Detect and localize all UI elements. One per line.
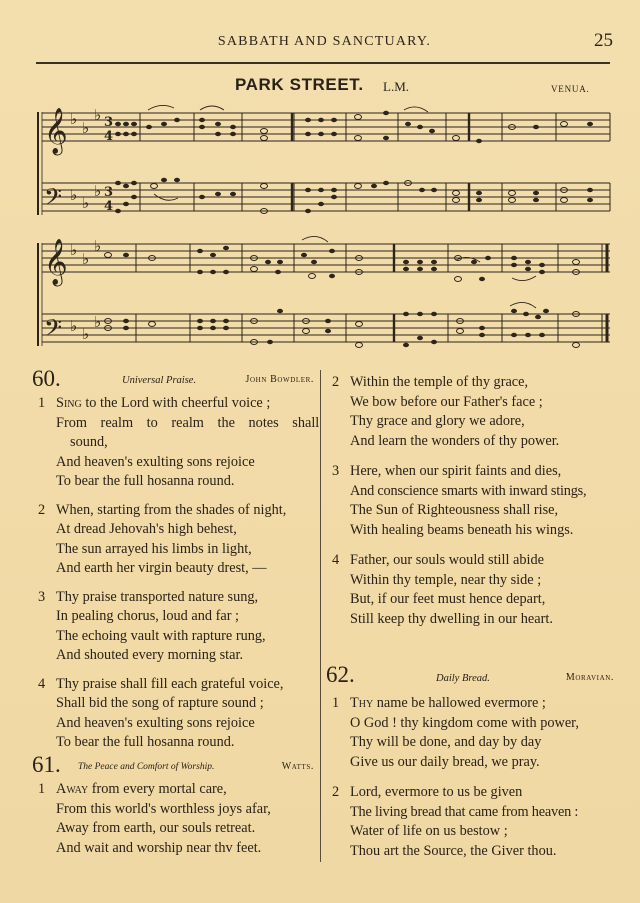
line-text: from every mortal care, xyxy=(91,781,227,797)
line-text: Thy praise transported nature sung, xyxy=(56,588,259,605)
first-word: Away xyxy=(56,781,89,797)
verse-line: O God ! thy kingdom come with power, xyxy=(350,714,579,731)
verse-line: Shall bid the song of rapture sound ; xyxy=(56,695,264,711)
stanza-1 xyxy=(326,694,616,772)
tune-meter: L.M. xyxy=(383,79,409,94)
stanza-number: 1 xyxy=(332,695,340,711)
svg-text:♭: ♭ xyxy=(82,194,90,212)
tune-title: PARK STREET. xyxy=(235,75,364,94)
svg-text:♭: ♭ xyxy=(94,182,102,200)
header-rule xyxy=(36,62,610,64)
verse-line: And heaven's exulting sons rejoice xyxy=(56,714,255,731)
hymn-61-continued xyxy=(326,373,616,638)
svg-text:♭: ♭ xyxy=(94,313,102,331)
svg-text:𝄞: 𝄞 xyxy=(44,108,68,154)
hymn-header xyxy=(32,366,314,394)
stanza-number: 4 xyxy=(332,552,340,568)
verse-line: Give us our daily bread, we pray. xyxy=(350,753,540,770)
music-system-1 xyxy=(36,100,614,222)
svg-text:𝄢: 𝄢 xyxy=(44,183,63,216)
line-text: Father, our souls would still abide xyxy=(350,552,545,568)
verse-line: From realm to realm the notes shall xyxy=(56,414,320,431)
verse-line xyxy=(326,694,616,714)
svg-text:♭: ♭ xyxy=(82,119,90,137)
music-system-2 xyxy=(36,228,614,353)
verse-line: In pealing chorus, loud and far ; xyxy=(56,608,240,624)
first-word: Thy xyxy=(350,695,374,711)
svg-text:3: 3 xyxy=(104,185,114,200)
verse-line xyxy=(32,780,314,800)
verse-line xyxy=(326,551,616,571)
verse-line xyxy=(32,675,314,695)
sheet-music-icon xyxy=(36,228,614,353)
tune-composer: VENUA. xyxy=(551,84,590,94)
stanza-number: 1 xyxy=(38,395,46,411)
svg-text:♭: ♭ xyxy=(70,241,78,259)
svg-text:𝄢: 𝄢 xyxy=(44,314,63,347)
verse-line: From this world's worthless joys afar, xyxy=(56,800,271,817)
first-word: Sing xyxy=(56,395,82,411)
verse-line: And wait and worship near thv feet. xyxy=(56,839,262,856)
stanza-number: 3 xyxy=(332,463,340,479)
hymn-subject: Universal Praise. xyxy=(122,375,197,386)
svg-text:♭: ♭ xyxy=(70,110,78,128)
stanza-2 xyxy=(326,373,616,451)
verse-line xyxy=(326,462,616,482)
hymn-author: Moravian. xyxy=(565,672,614,683)
stanza-1 xyxy=(32,394,320,492)
verse-line: Still keep thy dwelling in our heart. xyxy=(350,610,553,627)
verse-line: Thy will be done, and day by day xyxy=(350,734,542,750)
verse-line: But, if our feet must hence depart, xyxy=(350,591,546,607)
verse-line: And learn the wonders of thy power. xyxy=(350,432,560,449)
svg-text:4: 4 xyxy=(104,129,114,144)
verse-line: sound, xyxy=(70,434,108,450)
hymn-number: 61. xyxy=(32,752,61,777)
verse-line: Thou art the Source, the Giver thou. xyxy=(350,842,557,859)
verse-line: And heaven's exulting sons rejoice xyxy=(56,453,255,470)
stanza-3 xyxy=(326,462,616,540)
verse-line xyxy=(32,501,314,521)
hymn-header xyxy=(326,662,616,694)
running-title: SABBATH AND SANCTUARY. xyxy=(217,34,432,49)
verse-line: Within thy temple, near thy side ; xyxy=(350,571,542,588)
verse-line: Water of life on us bestow ; xyxy=(350,823,508,839)
verse-line: And shouted every morning star. xyxy=(56,647,244,663)
hymn-number: 62. xyxy=(326,662,355,687)
svg-text:♭: ♭ xyxy=(70,186,78,204)
svg-text:♭: ♭ xyxy=(70,317,78,335)
verse-line xyxy=(32,394,314,414)
page-number: 25 xyxy=(594,30,613,51)
line-text: to the Lord with cheerful voice ; xyxy=(85,395,271,411)
verse-line: Thy grace and glory we adore, xyxy=(350,413,525,429)
hymn-author: Watts. xyxy=(281,761,314,772)
hymn-header xyxy=(32,752,314,780)
verse-line: We bow before our Father's face ; xyxy=(350,393,543,410)
hymn-subject: Daily Bread. xyxy=(436,673,490,684)
verse-line: The Sun of Righteousness shall rise, xyxy=(350,502,559,518)
verse-line: To bear the full hosanna round. xyxy=(56,734,235,750)
hymn-61 xyxy=(32,752,314,867)
line-text: Here, when our spirit faints and dies, xyxy=(350,463,562,479)
verse-line: With healing beams beneath his wings. xyxy=(350,521,574,538)
hymn-subject: The Peace and Comfort of Worship. xyxy=(78,762,215,772)
svg-text:𝄞: 𝄞 xyxy=(44,239,68,285)
line-text: name be hallowed evermore ; xyxy=(376,695,546,711)
stanza-4 xyxy=(32,675,314,753)
stanza-1 xyxy=(32,780,314,858)
verse-line xyxy=(32,588,314,608)
line-text: When, starting from the shades of night, xyxy=(56,501,287,518)
stanza-4 xyxy=(326,551,616,629)
stanza-number: 1 xyxy=(38,781,46,797)
hymn-author: John Bowdler. xyxy=(245,374,314,385)
stanza-number: 2 xyxy=(332,374,340,390)
stanza-number: 3 xyxy=(38,588,46,605)
verse-line: The living bread that came from heaven : xyxy=(350,803,579,820)
line-text: Thy praise shall fill each grateful voice, xyxy=(56,675,284,692)
running-head xyxy=(36,30,613,54)
verse-line: The echoing vault with rapture rung, xyxy=(56,627,266,644)
hymn-62 xyxy=(326,662,616,870)
verse-line: Away from earth, our souls retreat. xyxy=(56,820,256,836)
line-text: Within the temple of thy grace, xyxy=(350,374,529,390)
stanza-3 xyxy=(32,588,314,666)
svg-text:3: 3 xyxy=(104,115,114,130)
svg-text:♭: ♭ xyxy=(82,325,90,343)
verse-line: And conscience smarts with inward stings, xyxy=(350,482,587,499)
column-divider xyxy=(320,370,321,862)
verse-line: The sun arrayed his limbs in light, xyxy=(56,540,252,557)
verse-line: To bear the full hosanna round. xyxy=(56,473,235,489)
verse-line: And earth her virgin beauty drest, — xyxy=(56,560,267,576)
svg-text:♭: ♭ xyxy=(94,237,102,255)
line-text: Lord, evermore to us be given xyxy=(350,784,523,800)
verse-line: At dread Jehovah's high behest, xyxy=(56,521,237,537)
stanza-number: 2 xyxy=(332,784,340,800)
stanza-number: 2 xyxy=(38,501,46,518)
stanza-2 xyxy=(32,501,314,579)
sheet-music-icon xyxy=(36,100,614,222)
hymn-number: 60. xyxy=(32,366,61,391)
stanza-number: 4 xyxy=(38,675,46,692)
hymn-60 xyxy=(32,366,320,762)
svg-text:4: 4 xyxy=(104,199,114,214)
verse-line xyxy=(326,783,616,803)
stanza-2 xyxy=(326,783,616,861)
svg-text:♭: ♭ xyxy=(82,250,90,268)
svg-text:♭: ♭ xyxy=(94,106,102,124)
verse-line xyxy=(326,373,616,393)
